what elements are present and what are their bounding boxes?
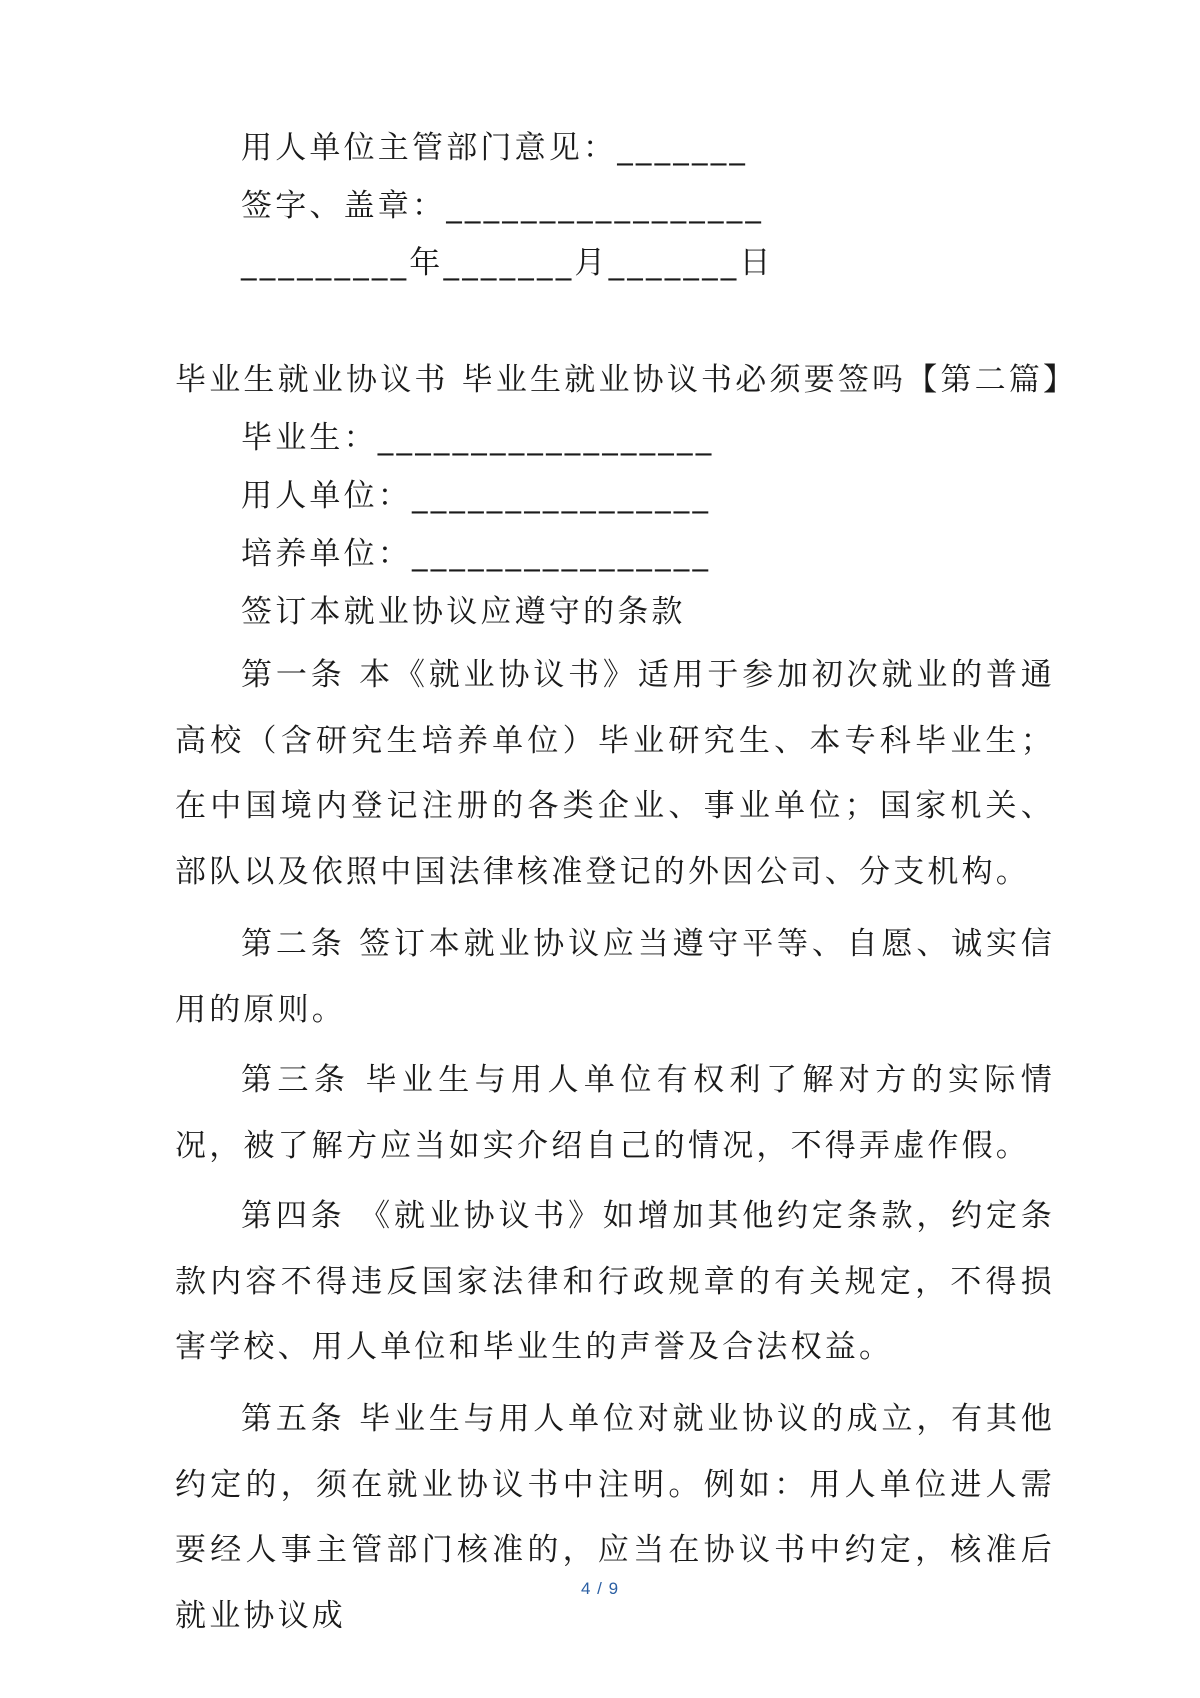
article-1: 第一条 本《就业协议书》适用于参加初次就业的普通高校（含研究生培养单位）毕业研究生、本专科毕业生；在中国境内登记注册的各类企业、事业单位；国家机关、部队以及依照中国法律核准登记的外因公司、分支机构。 <box>175 657 1055 891</box>
article-5: 第五条 毕业生与用人单位对就业协议的成立，有其他约定的，须在就业协议书中注明。例如：用人单位进人需要经人事主管部门核准的，应当在协议书中约定，核准后就业协议成 <box>175 1401 1055 1635</box>
training-unit-field: 培养单位：________________ <box>241 536 712 572</box>
signature-field: 签字、盖章：_________________ <box>241 188 765 224</box>
page-indicator: 4 / 9 <box>580 1579 620 1598</box>
employer-field: 用人单位：________________ <box>241 478 712 514</box>
section-heading: 毕业生就业协议书 毕业生就业协议书必须要签吗【第二篇】 <box>175 362 1078 398</box>
article-2: 第二条 签订本就业协议应当遵守平等、自愿、诚实信用的原则。 <box>175 926 1055 1028</box>
graduate-field: 毕业生：__________________ <box>241 420 715 456</box>
article-3: 第三条 毕业生与用人单位有权利了解对方的实际情况，被了解方应当如实介绍自己的情况，不得弄虚作假。 <box>175 1062 1055 1164</box>
article-4: 第四条 《就业协议书》如增加其他约定条款，约定条款内容不得违反国家法律和行政规章的有关规定，不得损害学校、用人单位和毕业生的声誉及合法权益。 <box>175 1198 1055 1366</box>
date-field: _________年_______月_______日 <box>241 245 774 281</box>
clauses-title: 签订本就业协议应遵守的条款 <box>241 594 686 630</box>
dept-opinion-field: 用人单位主管部门意见：_______ <box>241 130 749 166</box>
